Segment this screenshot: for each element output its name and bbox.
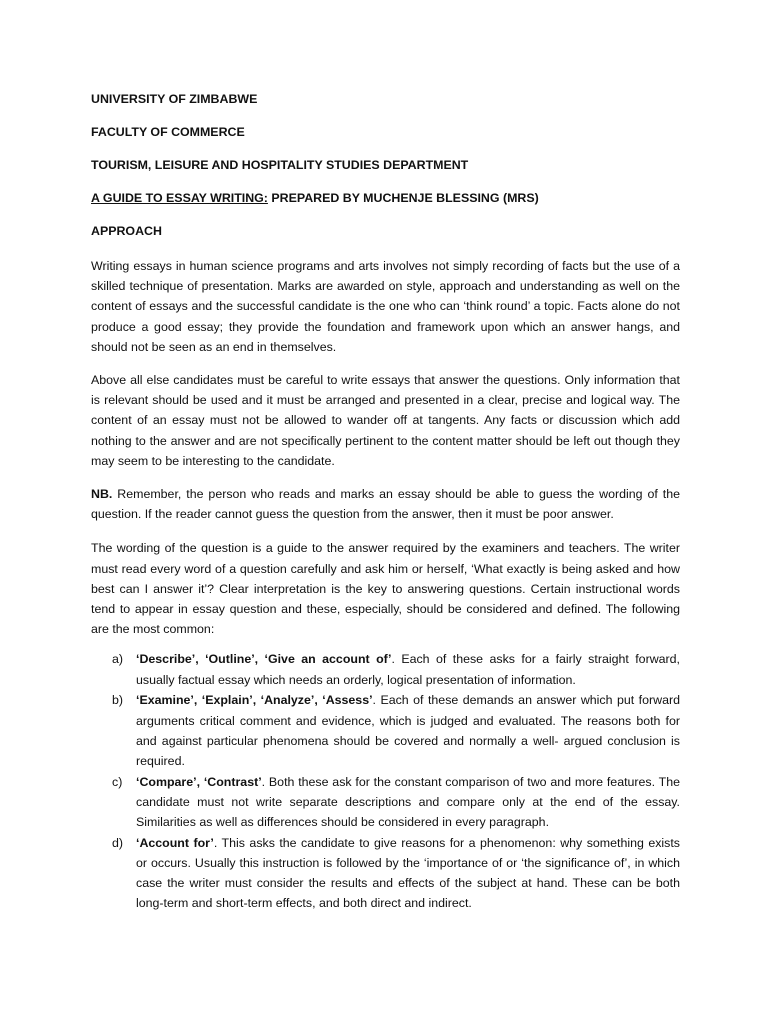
nb-text: Remember, the person who reads and marks an essay should be able to guess the wording of the question. If the reader cannot guess the question from the answer, then it must be poor answer. xyxy=(91,487,680,522)
guide-title: A GUIDE TO ESSAY WRITING: xyxy=(91,191,268,205)
paragraph-nb xyxy=(91,484,680,524)
list-item-text: . This asks the candidate to give reasons for a phenomenon: why something exists or occurs. Usually this instruction is followed by the ‘importance of or ‘the significance of’, in which case the writer must consider the results and effects of the subject at hand. These can be both long-term and short-term effects, and both direct and indirect. xyxy=(136,835,680,911)
instruction-words-list xyxy=(91,649,680,913)
paragraph-relevance: Above all else candidates must be careful to write essays that answer the questions. Only information that is relevant should be used and it must be arranged and presented in a clear, precise and logical way. The content of an essay must not be allowed to wander off at tangents. Any facts or discussion which add nothing to the answer and are not specifically pertinent to the content matter should be left out though they may seem to be interesting to the candidate. xyxy=(91,373,680,468)
prepared-by: PREPARED BY MUCHENJE BLESSING (MRS) xyxy=(267,191,539,205)
list-item xyxy=(91,649,680,689)
list-item xyxy=(91,772,680,833)
list-item-keywords: ‘Describe’, ‘Outline’, ‘Give an account of’ xyxy=(136,652,392,667)
faculty-heading: FACULTY OF COMMERCE xyxy=(91,125,245,139)
approach-heading: APPROACH xyxy=(91,224,162,238)
list-marker: d) xyxy=(112,835,124,850)
list-item-keywords: ‘Account for’ xyxy=(136,835,214,850)
list-item xyxy=(91,690,680,771)
list-item xyxy=(91,833,680,914)
list-item-text: . Each of these asks for a fairly straight forward, usually factual essay which needs an orderly, logical presentation of information. xyxy=(136,652,680,687)
list-item-keywords: ‘Compare’, ‘Contrast’ xyxy=(136,774,262,789)
department-heading: TOURISM, LEISURE AND HOSPITALITY STUDIES DEPARTMENT xyxy=(91,158,469,172)
list-item-text: . Each of these demands an answer which put forward arguments critical comment and evidence, which is judged and evaluated. The reasons both for and against particular phenomena should be covered and normally a well- argued conclusion is required. xyxy=(136,693,680,768)
list-marker: c) xyxy=(112,774,123,789)
list-marker: b) xyxy=(112,693,124,708)
guide-title-line xyxy=(91,190,680,206)
university-heading: UNIVERSITY OF ZIMBABWE xyxy=(91,92,258,106)
list-item-text: . Both these ask for the constant comparison of two and more features. The candidate must not write separate descriptions and compare only at the end of the essay. Similarities as well as differences should be considered in every paragraph. xyxy=(136,774,680,830)
paragraph-question-wording: The wording of the question is a guide to the answer required by the examiners and teachers. The writer must read every word of a question carefully and ask him or herself, ‘What exactly is being asked and how best can I answer it’? Clear interpretation is the key to answering questions. Certain instructional words tend to appear in essay question and these, especially, should be considered and defined. The following are the most common: xyxy=(91,541,680,637)
paragraph-intro: Writing essays in human science programs and arts involves not simply recording of facts but the use of a skilled technique of presentation. Marks are awarded on style, approach and understanding as well on the content of essays and the successful candidate is the one who can ‘think round’ a topic. Facts alone do not produce a good essay; they provide the foundation and framework upon which an answer hangs, and should not be seen as an end in themselves. xyxy=(91,259,680,354)
list-marker: a) xyxy=(112,652,124,667)
list-item-keywords: ‘Examine’, ‘Explain’, ‘Analyze’, ‘Assess’ xyxy=(136,693,373,708)
nb-label: NB. xyxy=(91,487,113,502)
